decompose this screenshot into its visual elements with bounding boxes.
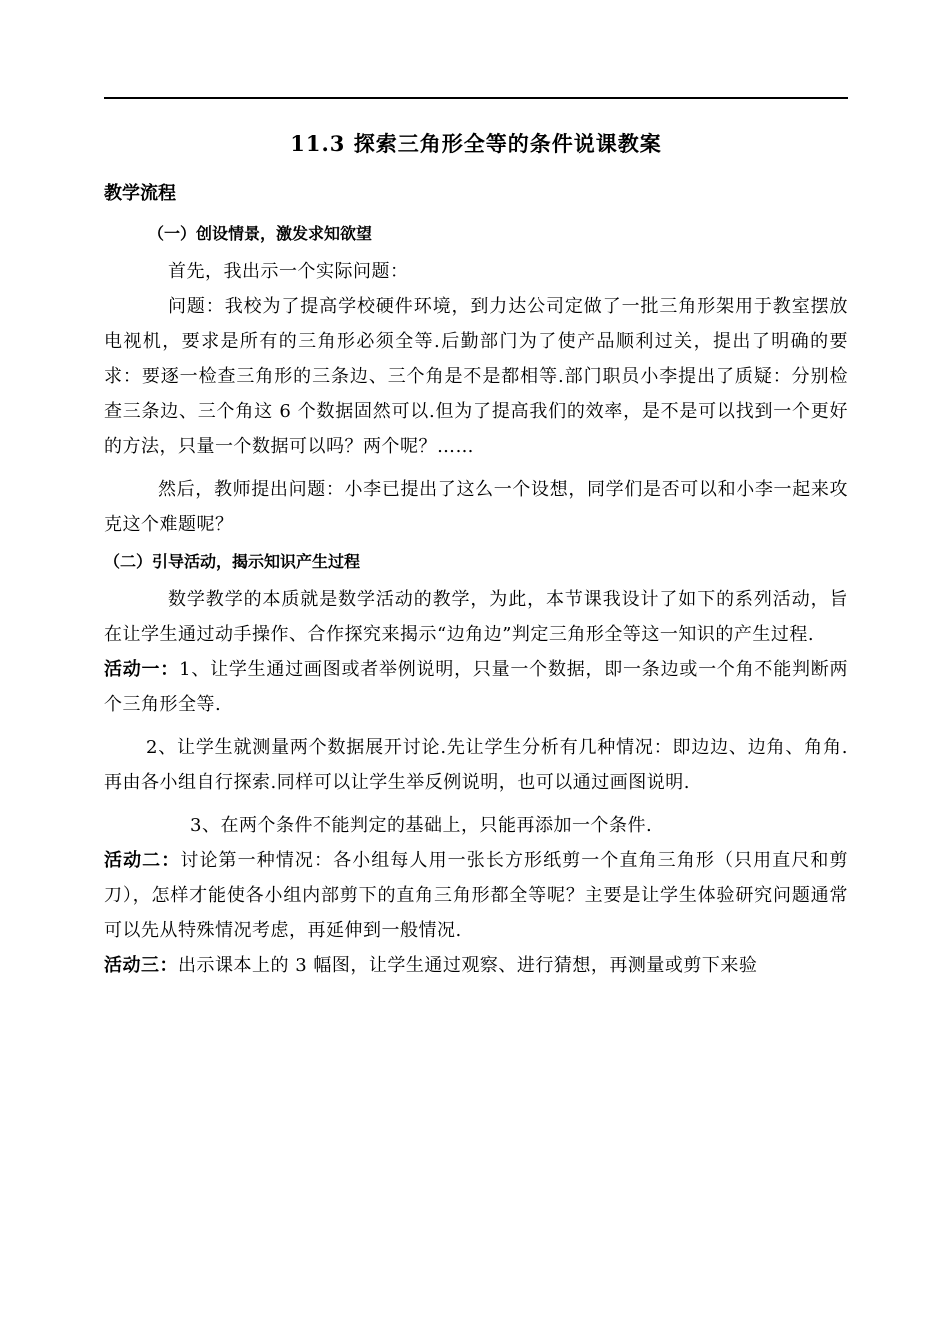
header-rule <box>104 97 848 99</box>
subsection-heading-2: （二）引导活动，揭示知识产生过程 <box>104 552 361 571</box>
subsection-heading-1: （一）创设情景，激发求知欲望 <box>148 224 373 243</box>
activity-one-label: 活动一： <box>104 659 180 680</box>
paragraph-intro: 首先，我出示一个实际问题： <box>168 261 409 282</box>
document-body <box>104 118 848 983</box>
paragraph-activities-intro: 数学教学的本质就是数学活动的教学，为此，本节课我设计了如下的系列活动，旨在让学生通过动手操作、合作探究来揭示“边角边”判定三角形全等这一知识的产生过程. <box>104 589 848 645</box>
paragraph-problem: 问题：我校为了提高学校硬件环境，到力达公司定做了一批三角形架用于教室摆放电视机，要求是所有的三角形必须全等.后勤部门为了使产品顺利过关，提出了明确的要求：要逐一检查三角形的三条边、三个角是不是都相等.部门职员小李提出了质疑：分别检查三条边、三个角这 6 个数据固然可以.但为了提高我们的效率，是不是可以找到一个更好的方法，只量一个数据可以吗？两个呢？…… <box>104 296 848 457</box>
activity-one-step-3: 3、在两个条件不能判定的基础上，只能再添加一个条件. <box>190 815 653 836</box>
activity-one-text: 1、让学生通过画图或者举例说明，只量一个数据，即一条边或一个角不能判断两个三角形全等. <box>104 659 849 715</box>
document-title: 11.3 探索三角形全等的条件说课教案 <box>290 131 662 156</box>
activity-three-label: 活动三： <box>104 955 178 976</box>
activity-three-text: 出示课本上的 3 幅图，让学生通过观察、进行猜想，再测量或剪下来验 <box>178 955 758 976</box>
activity-one-step-2: 2、让学生就测量两个数据展开讨论.先让学生分析有几种情况：即边边、边角、角角.再由各小组自行探索.同样可以让学生举反例说明，也可以通过画图说明. <box>104 737 848 793</box>
activity-two-text: 讨论第一种情况：各小组每人用一张长方形纸剪一个直角三角形（只用直尺和剪刀），怎样才能使各小组内部剪下的直角三角形都全等呢？主要是让学生体验研究问题通常可以先从特殊情况考虑，再延伸到一般情况. <box>104 850 849 941</box>
activity-two-label: 活动二： <box>104 850 181 871</box>
section-heading: 教学流程 <box>104 183 176 204</box>
paragraph-question: 然后，教师提出问题：小李已提出了这么一个设想，同学们是否可以和小李一起来攻克这个难题呢？ <box>104 479 848 535</box>
activity-three <box>104 948 848 983</box>
activity-two <box>104 843 848 948</box>
activity-one <box>104 652 848 722</box>
